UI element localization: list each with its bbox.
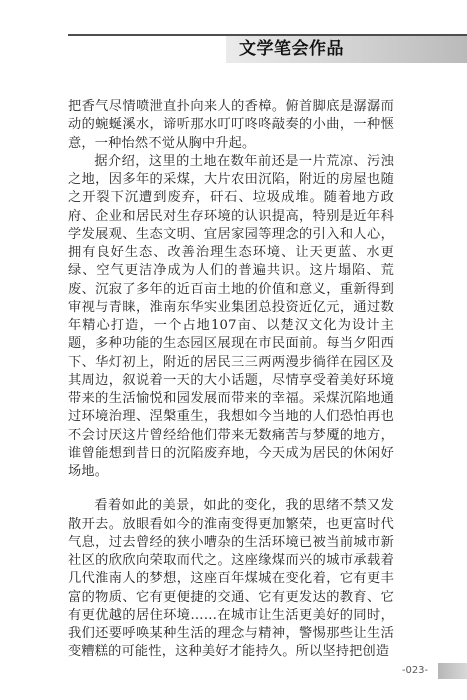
paragraph-introduction: 据介绍，这里的土地在数年前还是一片荒凉、污浊之地，因多年的采煤，大片农田沉陷，附近的房屋也随之开裂下沉遭到废弃，矸石、垃圾成堆。随着地方政府、企业和居民对生存环境的认识提高，特别是近年科学发展观、生态文明、宜居家园等理念的引入和人心，拥有良好生态、改善治理生态环境、让天更蓝、水更绿、空气更洁净成为人们的普遍共识。这片塌陷、荒废、沉寂了多年的近百亩土地的价值和意义，重新得到审视与青睐，淮南东华实业集团总投资近亿元，通过数年精心打造，一个占地107亩、以楚汉文化为设计主题，多种功能的生态园区展现在市民面前。每当夕阳西下、华灯初上，附近的居民三三两两漫步徜徉在园区及其周边，叙说着一天的大小话题，尽情享受着美好环境带来的生活愉悦和园发展而带来的幸福。采煤沉陷地通过环境治理、涅槃重生，我想如今当地的人们恐怕再也不会讨厌这片曾经给他们带来无数痛苦与梦魇的地方，谁曾能想到昔日的沉陷废弃地，今天成为居民的休闲好场地。 <box>68 153 394 479</box>
page-top-margin <box>0 0 467 33</box>
paragraph-gap <box>68 481 394 497</box>
page-number: -023- <box>401 665 429 676</box>
paragraph-reflection: 看着如此的美景，如此的变化，我的思绪不禁又发散开去。放眼看如今的淮南变得更加繁荣，也更富时代气息，过去曾经的狭小嘈杂的生活环境已被当前城市新社区的欣欣向荣取而代之。这座缘煤而兴的城市承载着几代淮南人的梦想，这座百年煤城在变化着，它有更丰富的物质、它有更便捷的交通、它有更发达的教育、它有更优越的居住环境……在城市让生活更美好的同时，我们还要呼唤某种生活的理念与精神，警惕那些让生活变糟糕的可能性，这种美好才能持久。所以坚持把创造 <box>68 498 394 660</box>
section-header-title: 文学笔会作品 <box>226 36 467 63</box>
paragraph-continuation: 把香气尽情喷泄直扑向来人的香樟。俯首脚底是潺潺而动的蜿蜒溪水，谛听那水叮叮咚咚敲奏的小曲，一种惬意，一种怡然不觉从胸中升起。 <box>68 99 394 151</box>
footer-decorative-bar <box>438 663 467 679</box>
article-text <box>68 98 394 662</box>
